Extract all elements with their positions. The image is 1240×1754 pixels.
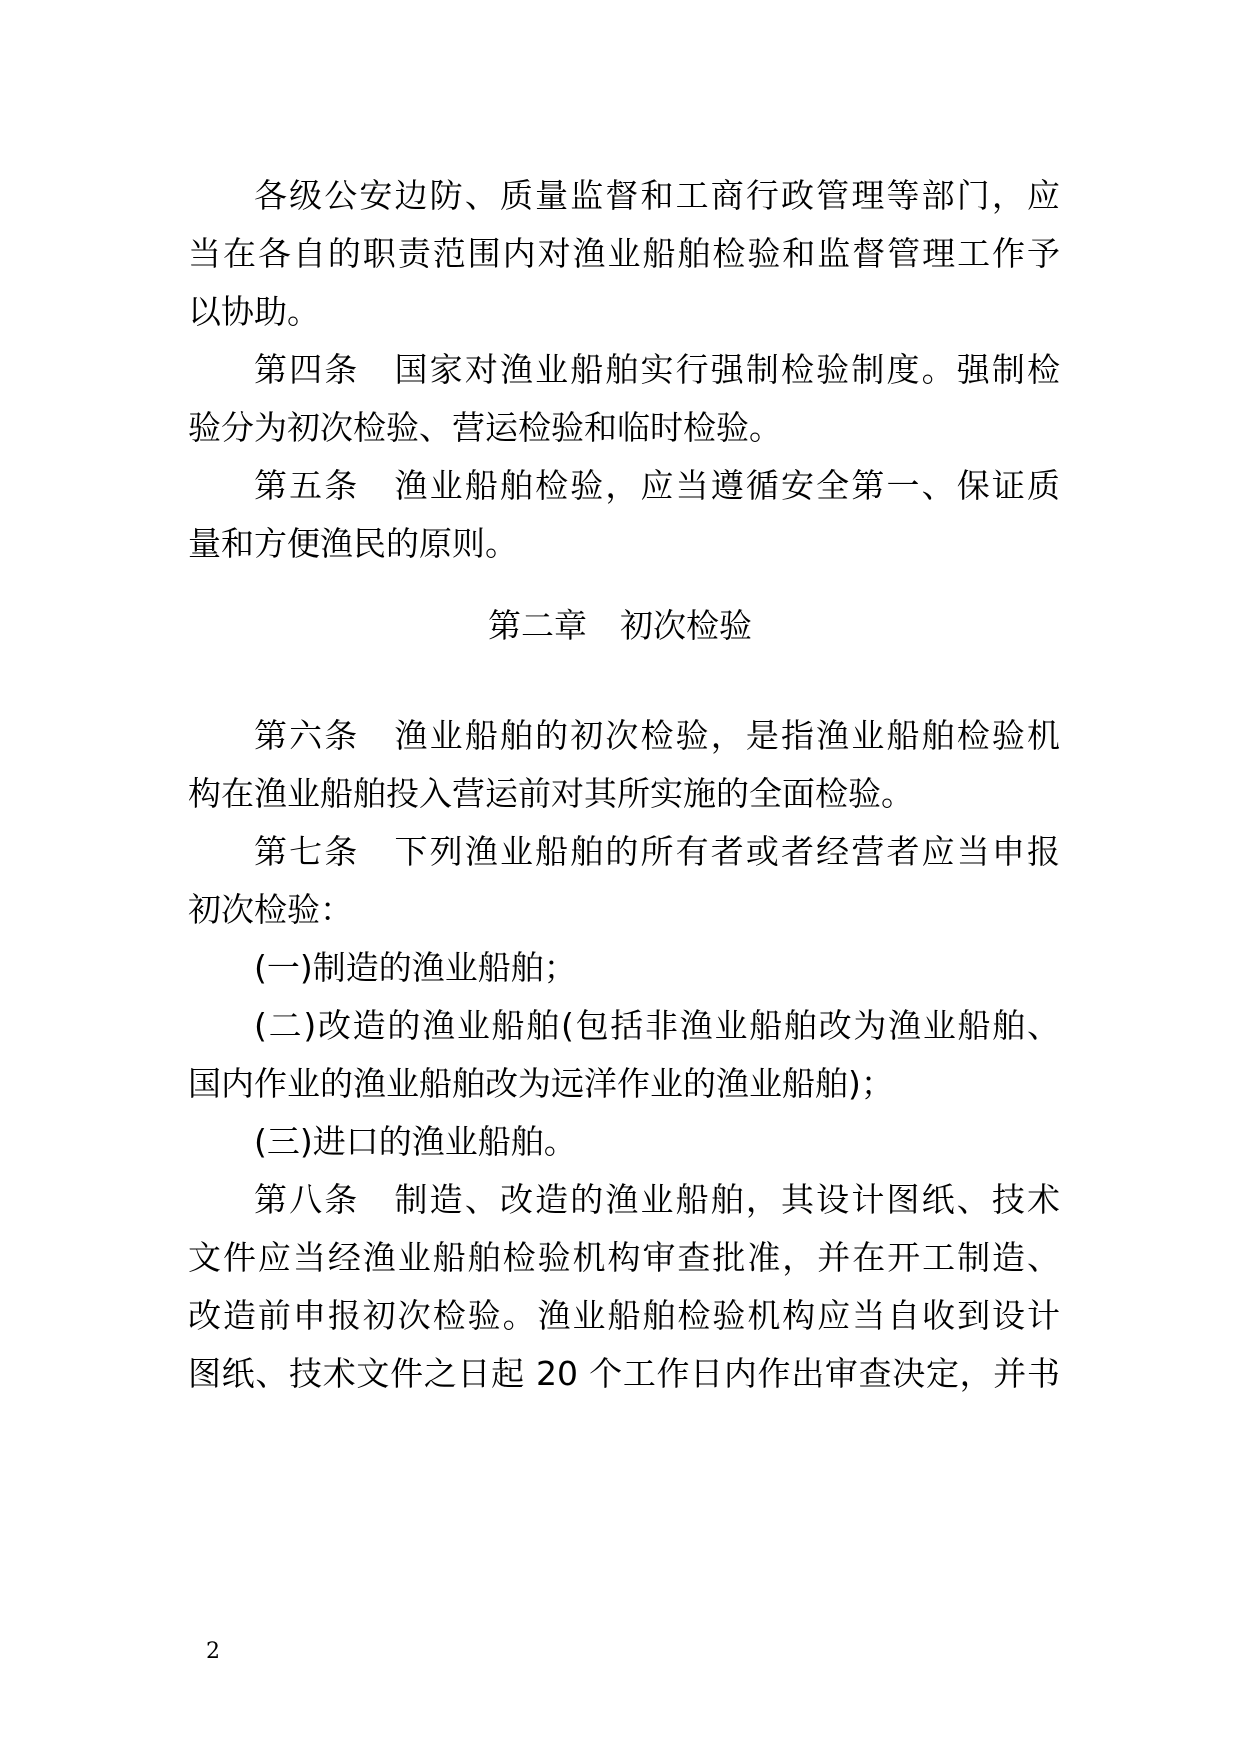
text-line: 初次检验： <box>188 890 353 929</box>
article-6-line: 第六条 渔业船舶的初次检验，是指渔业船舶检验机 <box>254 716 1060 755</box>
text-line: 当在各自的职责范围内对渔业船舶检验和监督管理工作予 <box>188 234 1060 273</box>
list-item: (二)改造的渔业船舶(包括非渔业船舶改为渔业船舶、 <box>254 1006 1060 1045</box>
text-line: 量和方便渔民的原则。 <box>188 524 518 563</box>
article-5-line: 第五条 渔业船舶检验，应当遵循安全第一、保证质 <box>254 466 1060 505</box>
text-line: 改造前申报初次检验。渔业船舶检验机构应当自收到设计 <box>188 1296 1060 1335</box>
text-line: 图纸、技术文件之日起 20 个工作日内作出审查决定，并书 <box>188 1354 1060 1393</box>
chapter-heading: 第二章 初次检验 <box>488 606 752 645</box>
article-7-line: 第七条 下列渔业船舶的所有者或者经营者应当申报 <box>254 832 1060 871</box>
list-item: (三)进口的渔业船舶。 <box>254 1122 577 1161</box>
text-line: 以协助。 <box>188 292 320 331</box>
text-line: 验分为初次检验、营运检验和临时检验。 <box>188 408 782 447</box>
list-item: (一)制造的渔业船舶； <box>254 948 577 987</box>
text-line: 构在渔业船舶投入营运前对其所实施的全面检验。 <box>188 774 914 813</box>
text-line: 文件应当经渔业船舶检验机构审查批准，并在开工制造、 <box>188 1238 1060 1277</box>
article-8-line: 第八条 制造、改造的渔业船舶，其设计图纸、技术 <box>254 1180 1060 1219</box>
text-line: 国内作业的渔业船舶改为远洋作业的渔业船舶)； <box>188 1064 894 1103</box>
page-number: 2 <box>206 1639 220 1664</box>
article-4-line: 第四条 国家对渔业船舶实行强制检验制度。强制检 <box>254 350 1060 389</box>
text-line: 各级公安边防、质量监督和工商行政管理等部门，应 <box>254 176 1060 215</box>
